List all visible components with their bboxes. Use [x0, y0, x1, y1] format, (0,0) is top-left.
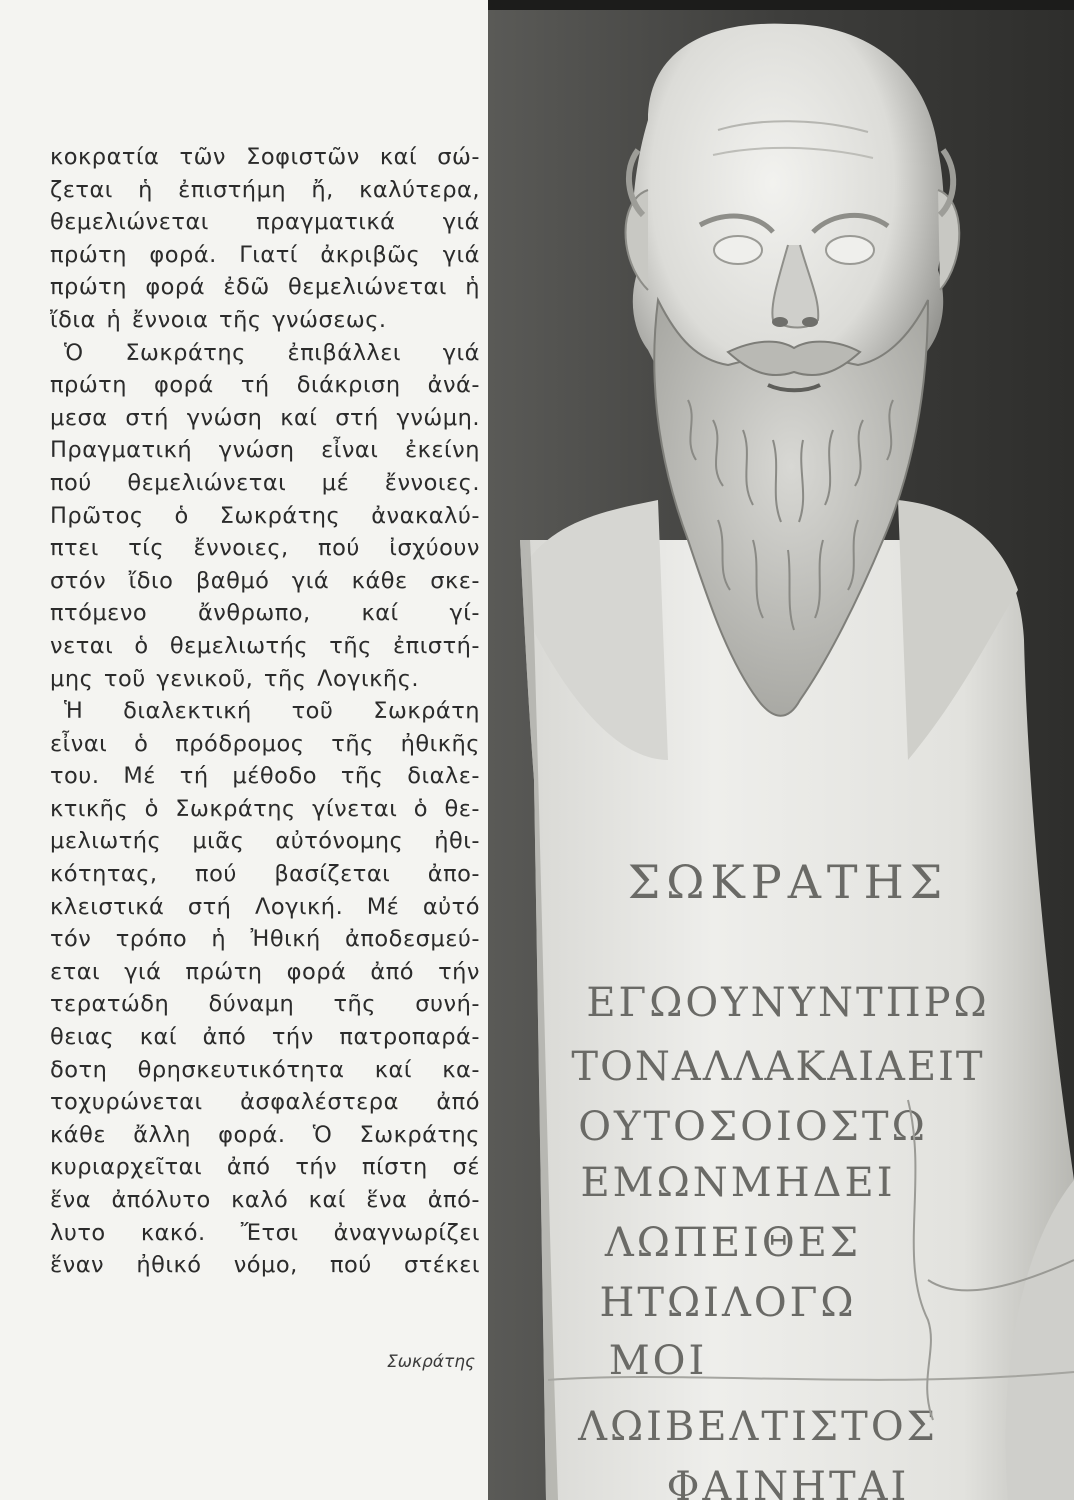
text-line: τερατώδη δύναμη τῆς συνή- [50, 991, 480, 1018]
inscription-line-5: ΛΩΠΕΙΘΕΣ [604, 1220, 862, 1266]
inscription-name: ΣΩΚΡΑΤΗΣ [627, 855, 949, 909]
text-line: πρώτη φορά τή διάκριση ἀνά- [50, 372, 480, 399]
text-line: ἴδια ἡ ἔννοια τῆς γνώσεως. [50, 306, 387, 333]
text-line: πτόμενο ἄνθρωπο, καί γί- [50, 600, 480, 627]
text-line: στόν ἴδιο βαθμό γιά κάθε σκε- [50, 567, 480, 594]
inscription-line-2: ΤΟΝΑΛΛΑΚΑΙΑΕΙΤ [571, 1044, 985, 1090]
text-line: δοτη θρησκευτικότητα καί κα- [50, 1056, 480, 1083]
body-text-column [50, 141, 480, 1282]
text-line: ἕναν ἠθικό νόμο, πού στέκει [50, 1252, 480, 1279]
text-line: νεται ὁ θεμελιωτής τῆς ἐπιστή- [50, 632, 480, 659]
text-line: Πραγματική γνώση εἶναι ἐκείνη [50, 437, 480, 464]
text-line: κοκρατία τῶν Σοφιστῶν καί σώ- [50, 144, 480, 170]
text-line: εἶναι ὁ πρόδρομος τῆς ἠθικῆς [50, 730, 480, 757]
text-line: μης τοῦ γενικοῦ, τῆς Λογικῆς. [50, 665, 420, 692]
text-line: θεμελιώνεται πραγματικά γιά [50, 209, 480, 236]
inscription-line-9: ΦΑΙΝΗΤΑΙ [666, 1464, 910, 1500]
text-line: κάθε ἄλλη φορά. Ὁ Σωκράτης [50, 1121, 480, 1148]
text-line: του. Μέ τή μέθοδο τῆς διαλε- [50, 763, 480, 790]
text-line: πρώτη φορά. Γιατί ἀκριβῶς γιά [50, 241, 480, 268]
text-line: ἕνα ἀπόλυτο καλό καί ἕνα ἀπό- [50, 1187, 480, 1213]
socrates-bust-photo [488, 0, 1074, 1500]
inscription-line-6: ΗΤΩΙΛΟΓΩ [599, 1280, 857, 1326]
text-line: μελιωτής μιᾶς αὐτόνομης ἠθι- [50, 828, 480, 855]
inscription-line-7: ΜΟΙ [608, 1338, 708, 1384]
text-line: Πρῶτος ὁ Σωκράτης ἀνακαλύ- [50, 502, 480, 529]
text-line: εται γιά πρώτη φορά ἀπό τήν [50, 958, 480, 985]
text-line: Ὁ Σωκράτης ἐπιβάλλει γιά [64, 339, 480, 366]
text-line: τοχυρώνεται ἀσφαλέστερα ἀπό [50, 1089, 480, 1116]
text-line: πρώτη φορά ἐδῶ θεμελιώνεται ἡ [50, 274, 480, 301]
text-line: τόν τρόπο ἡ Ἠθική ἀποδεσμεύ- [50, 926, 480, 953]
text-line: μεσα στή γνώση καί στή γνώμη. [50, 404, 480, 431]
text-line: Ἡ διαλεκτική τοῦ Σωκράτη [64, 698, 480, 725]
photo-caption: Σωκράτης [387, 1352, 475, 1372]
inscription-line-8: ΛΩΙΒΕΛΤΙΣΤΟΣ [578, 1404, 938, 1450]
inscription-line-4: ΕΜΩΝΜΗΔΕΙ [580, 1160, 896, 1206]
text-line: πού θεμελιώνεται μέ ἔννοιες. [50, 469, 480, 496]
inscription-line-1: ΕΓΩΟΥΝΥΝΤΠΡΩ [586, 980, 990, 1026]
text-line: πτει τίς ἔννοιες, πού ἰσχύουν [50, 535, 480, 562]
text-line: κυριαρχεῖται ἀπό τήν πίστη σέ [50, 1154, 480, 1181]
text-line: λυτο κακό. Ἔτσι ἀναγνωρίζει [50, 1219, 480, 1246]
text-line: κτικῆς ὁ Σωκράτης γίνεται ὁ θε- [50, 795, 480, 822]
text-line: ζεται ἡ ἐπιστήμη ἤ, καλύτερα, [50, 176, 480, 203]
text-line: θειας καί ἀπό τήν πατροπαρά- [50, 1024, 480, 1051]
inscription-line-3: ΟΥΤΟΣΟΙΟΣΤΩ [578, 1104, 928, 1150]
text-line: κλειστικά στή Λογική. Μέ αὐτό [50, 893, 480, 920]
text-line: κότητας, πού βασίζεται ἀπο- [50, 861, 480, 888]
